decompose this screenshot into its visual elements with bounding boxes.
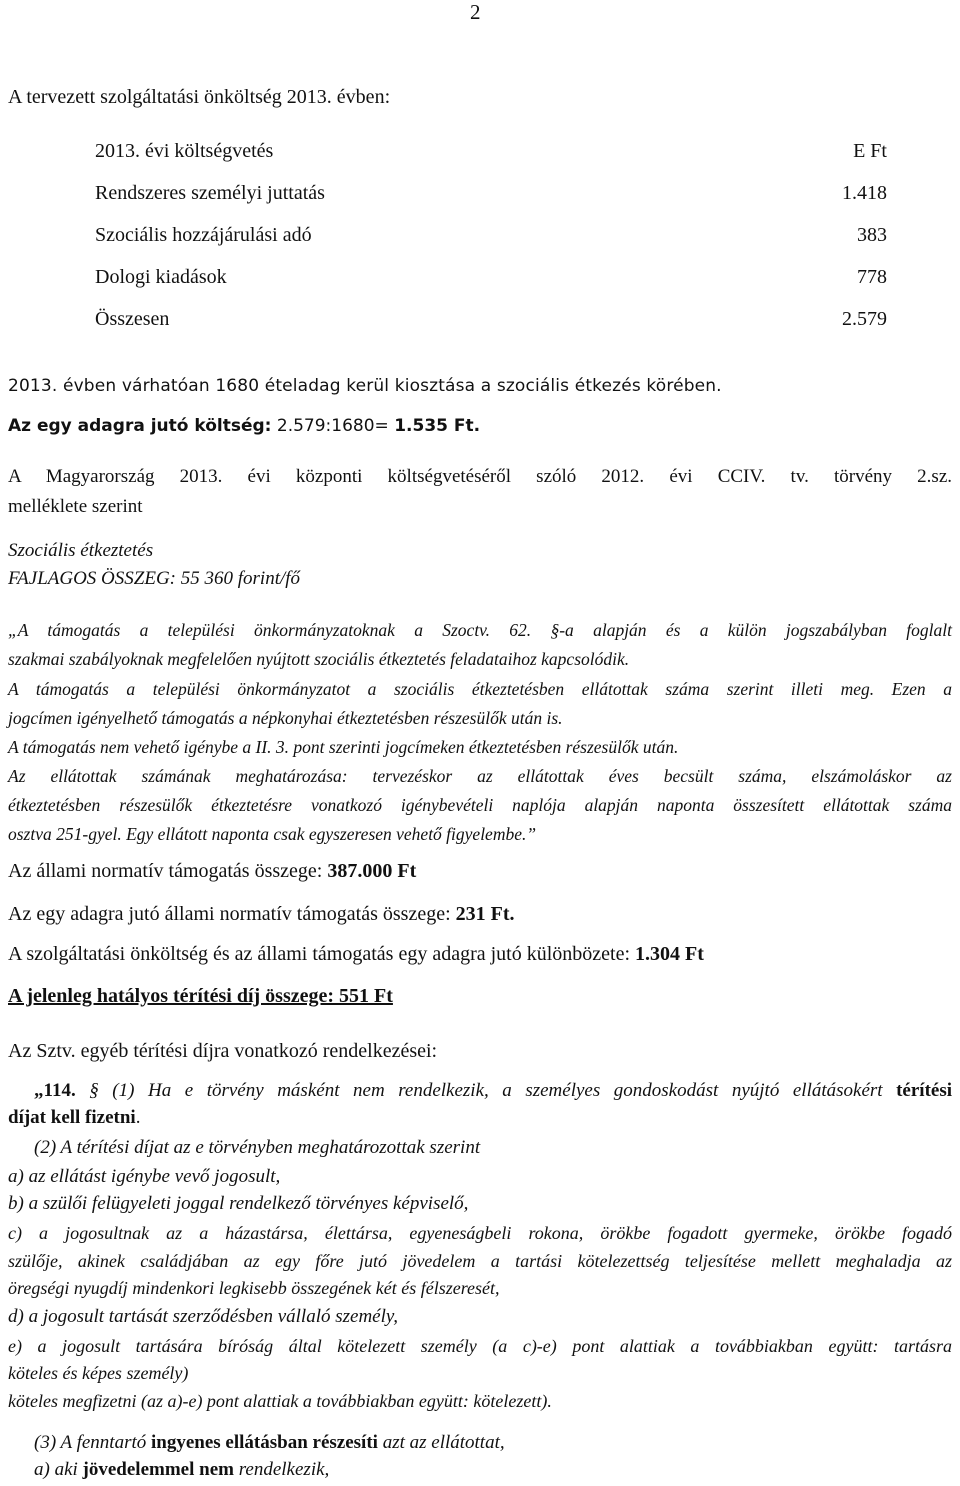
- per-portion-support-label: Az egy adagra jutó állami normatív támogatás összege:: [8, 903, 451, 925]
- difference: [8, 943, 704, 966]
- s114-3-post: azt az ellátottat,: [377, 1432, 505, 1453]
- s114-3-bold: ingyenes ellátásban részesíti: [151, 1432, 378, 1453]
- budget-total-row: [95, 308, 887, 334]
- soc-title: Szociális étkeztetés: [8, 540, 154, 561]
- quote-line: „A támogatás a települési önkormányzatoknak a Szoctv. 62. §-a alapján és a külön jogszabályban foglalt: [8, 620, 952, 640]
- difference-label: A szolgáltatási önköltség és az állami támogatás egy adagra jutó különbözete:: [8, 943, 631, 965]
- cost-per-portion: [8, 416, 480, 436]
- s114-3-line: [34, 1432, 505, 1454]
- s114-2-line: a) az ellátást igénybe vevő jogosult,: [8, 1166, 281, 1187]
- cost-result: 1.535 Ft.: [394, 416, 481, 436]
- soc-amount: FAJLAGOS ÖSSZEG: 55 360 forint/fő: [8, 568, 301, 589]
- s114-e-line: e) a jogosult tartására bíróság által kötelezett személy (a c)-e) pont alattiak a továbbiakban együtt: tartásra: [8, 1336, 952, 1356]
- budget-header-unit: E Ft: [853, 140, 887, 162]
- budget-total-label: Összesen: [95, 308, 170, 330]
- s114-3a-pre: a) aki: [34, 1459, 83, 1480]
- s114-c-line: szülője, akinek családjában az egy főre jutó jövedelem a tartási kötelezettség teljesítése mellett meghaladja az: [8, 1251, 952, 1271]
- table-row: [95, 266, 887, 292]
- page-number: 2: [470, 0, 481, 24]
- s114-line2-bold: díjat kell fizetni: [8, 1107, 136, 1128]
- page-heading: A tervezett szolgáltatási önköltség 2013. évben:: [8, 86, 391, 108]
- state-support-label: Az állami normatív támogatás összege:: [8, 860, 323, 882]
- s114-3a-post: rendelkezik,: [233, 1459, 330, 1480]
- cost-formula: 2.579:1680=: [276, 416, 389, 436]
- s114-d-line: d) a jogosult tartását szerződésben vállaló személy,: [8, 1306, 399, 1327]
- budget-row-value: 1.418: [842, 182, 887, 204]
- budget-row-value: 383: [857, 224, 887, 246]
- s114-c-line: c) a jogosultnak az a házastársa, élettársa, egyeneságbeli rokona, örökbe fogadott gyermeke, örökbe fogadó: [8, 1223, 952, 1243]
- cost-label: Az egy adagra jutó költség:: [8, 416, 272, 436]
- state-support: [8, 860, 416, 883]
- s114-2-line: (2) A térítési díjat az e törvényben meghatározottak szerint: [34, 1137, 481, 1158]
- budget-row-label: Szociális hozzájárulási adó: [95, 224, 312, 246]
- current-fee: A jelenleg hatályos térítési díj összege: 551 Ft: [8, 985, 393, 1007]
- budget-row-label: Dologi kiadások: [95, 266, 227, 288]
- s114-e-line: köteles megfizetni (az a)-e) pont alattiak a továbbiakban együtt: kötelezett).: [8, 1391, 552, 1411]
- s114-line2-rest: .: [135, 1107, 141, 1128]
- budget-row-label: Rendszeres személyi juttatás: [95, 182, 325, 204]
- s114-number: „114.: [34, 1080, 76, 1101]
- state-support-value: 387.000 Ft: [327, 860, 417, 882]
- quote-line: A támogatás nem vehető igénybe a II. 3. pont szerinti jogcímeken étkeztetésben részesülők után.: [8, 737, 679, 757]
- law-reference: A Magyarország 2013. évi központi költségvetéséről szóló 2012. évi CCIV. tv. törvény 2.sz.: [8, 466, 952, 487]
- quote-line: osztva 251-gyel. Egy ellátott naponta csak egyszeresen vehető figyelembe.”: [8, 824, 537, 844]
- s114-2-line: b) a szülői felügyeleti joggal rendelkező törvényes képviselő,: [8, 1193, 469, 1214]
- quote-line: étkeztetésben részesülők étkeztetésre vonatkozó igénybevételi naplója alapján naponta összesített ellátottak száma: [8, 795, 952, 815]
- quote-line: Az ellátottak számának meghatározása: tervezéskor az ellátottak éves becsült száma, elszámoláskor az: [8, 766, 952, 786]
- table-row: [95, 224, 887, 250]
- quote-line: jogcímen igényelhető támogatás a népkonyhai étkeztetésben részesülők után is.: [8, 708, 563, 728]
- s114-bold: térítési: [896, 1080, 952, 1101]
- quote-line: A támogatás a települési önkormányzatot a szociális étkeztetésben ellátottak száma szerint illeti meg. Ezen a: [8, 679, 952, 699]
- budget-row-value: 778: [857, 266, 887, 288]
- s114-c-line: öregségi nyugdíj mindenkori legkisebb összegének két és félszeresét,: [8, 1278, 500, 1298]
- quote-line: szakmai szabályoknak megfelelően nyújtott szociális étkeztetés feladataihoz kapcsolódik.: [8, 649, 630, 669]
- sztv-heading: Az Sztv. egyéb térítési díjra vonatkozó rendelkezései:: [8, 1040, 438, 1062]
- s114-e-line: köteles és képes személy): [8, 1363, 189, 1383]
- s114-3a-line: [34, 1459, 329, 1481]
- s114-text: § (1) Ha e törvény másként nem rendelkezik, a személyes gondoskodást nyújtó ellátásokért: [75, 1080, 897, 1101]
- budget-total-value: 2.579: [842, 308, 887, 330]
- per-portion-support-value: 231 Ft.: [455, 903, 515, 925]
- s114-line1: [34, 1080, 952, 1102]
- budget-header-row: [95, 140, 887, 166]
- s114-line2: [8, 1107, 140, 1129]
- table-row: [95, 182, 887, 208]
- budget-header-label: 2013. évi költségvetés: [95, 140, 274, 162]
- per-portion-support: [8, 903, 515, 926]
- budget-table: [95, 140, 887, 340]
- s114-3-pre: (3) A fenntartó: [34, 1432, 151, 1453]
- s114-3a-bold: jövedelemmel nem: [82, 1459, 234, 1480]
- expected-portions: 2013. évben várhatóan 1680 ételadag kerül kiosztása a szociális étkezés körében.: [8, 376, 722, 396]
- law-reference-cont: melléklete szerint: [8, 496, 143, 517]
- difference-value: 1.304 Ft: [635, 943, 704, 965]
